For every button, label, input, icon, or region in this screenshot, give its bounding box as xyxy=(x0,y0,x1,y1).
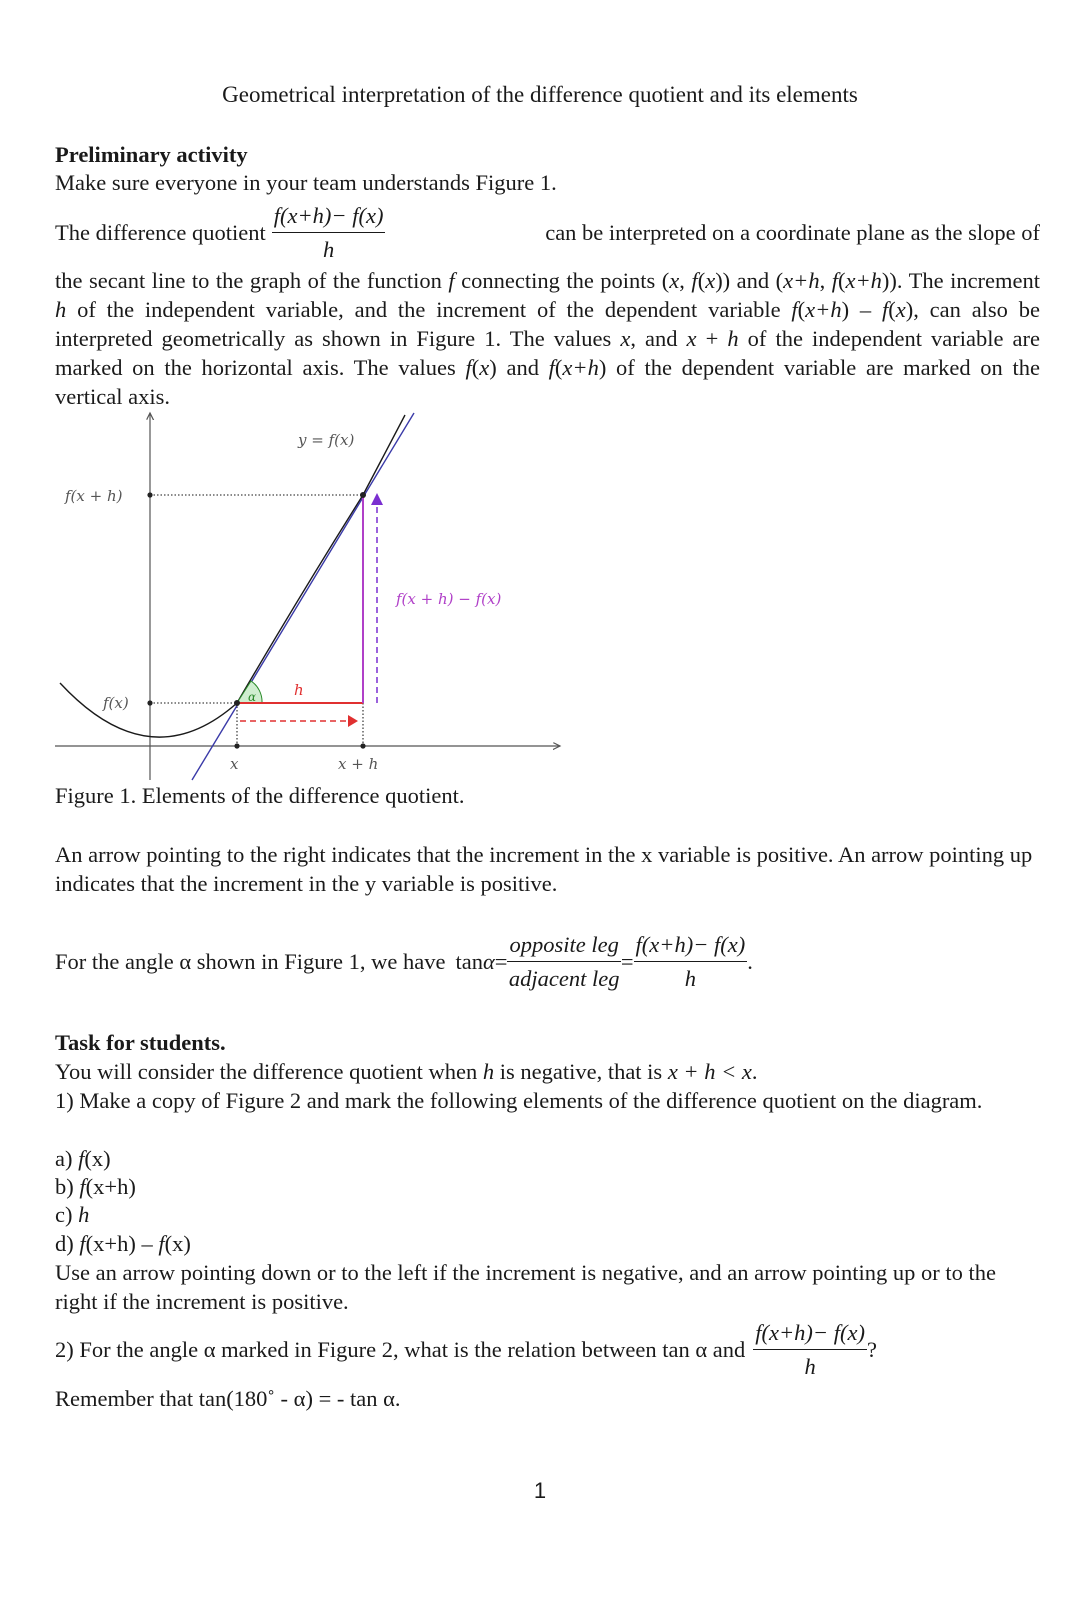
tan-lead: For the angle α shown in Figure 1, we have xyxy=(55,948,446,974)
txt: ( xyxy=(888,297,896,322)
txt: h xyxy=(55,297,67,322)
txt: x+h xyxy=(562,355,599,380)
xh-tick-label: x + h xyxy=(338,755,379,773)
txt: x xyxy=(669,268,680,293)
fx-label: f(x) xyxy=(103,694,129,712)
point-x-fx xyxy=(234,700,240,706)
txt: ( xyxy=(554,355,563,380)
remember-note: Remember that tan(180˚ - α) = - tan α. xyxy=(55,1386,401,1411)
txt: a) xyxy=(55,1146,79,1171)
preliminary-heading: Preliminary activity xyxy=(55,142,248,167)
eq2: = xyxy=(620,948,634,974)
txt: h xyxy=(727,326,739,351)
txt: of the independent variable, and the increment of the dependent variable xyxy=(66,297,792,322)
txt: ), can also be interpreted geometrically as shown in Figure 1. The values xyxy=(55,297,1040,351)
txt: (x+h) xyxy=(85,1174,136,1199)
txt: f xyxy=(79,1231,86,1256)
tan-word: tan xyxy=(455,948,483,974)
task-heading: Task for students. xyxy=(55,1030,226,1055)
tan-formula xyxy=(55,930,1040,992)
txt: + xyxy=(696,326,728,351)
txt: f xyxy=(448,268,455,293)
task-item-c xyxy=(55,1200,1040,1229)
txt: x+h xyxy=(805,297,842,322)
dq-numerator-2: f(x+h)− f(x) xyxy=(634,930,748,962)
dq-numerator: f(x+h)− f(x) xyxy=(272,201,386,233)
txt: connecting the points ( xyxy=(454,268,670,293)
fx-point xyxy=(147,700,152,705)
h-arrow-head xyxy=(348,715,358,727)
task-item-a xyxy=(55,1144,1040,1173)
fxh-label: f(x + h) xyxy=(65,487,123,505)
txt: , xyxy=(819,268,832,293)
x-point xyxy=(234,743,239,748)
txt: ) and xyxy=(489,355,549,380)
point-xh-fxh xyxy=(360,492,366,498)
txt: (x) xyxy=(164,1231,191,1256)
txt: f xyxy=(791,297,798,322)
txt: f xyxy=(548,355,555,380)
txt: d) xyxy=(55,1231,80,1256)
txt: . xyxy=(751,1059,758,1084)
legs-numerator: opposite leg xyxy=(507,930,620,962)
txt: ( xyxy=(471,355,480,380)
legs-fraction xyxy=(507,930,620,993)
txt: (x) xyxy=(84,1146,111,1171)
dq-fraction xyxy=(272,201,386,264)
txt: )) and ( xyxy=(715,268,784,293)
txt: ( xyxy=(837,268,846,293)
txt: x xyxy=(620,326,631,351)
x-tick-label: x xyxy=(230,755,239,773)
txt: f xyxy=(881,297,889,322)
txt: ( xyxy=(797,297,806,322)
txt: You will consider the difference quotient when xyxy=(55,1059,483,1084)
dq-denominator: h xyxy=(322,236,335,262)
dq-tail: can be interpreted on a coordinate plane as the slope of xyxy=(545,219,1040,245)
txt: f xyxy=(78,1146,85,1171)
item2-fraction xyxy=(753,1318,867,1381)
fxh-point xyxy=(147,492,152,497)
txt: (x+h) – xyxy=(85,1231,159,1256)
txt: h xyxy=(78,1202,90,1227)
txt: c) xyxy=(55,1202,79,1227)
item2-numerator: f(x+h)− f(x) xyxy=(753,1318,867,1350)
txt: f xyxy=(79,1174,86,1199)
difference-quotient-line xyxy=(55,203,1040,261)
txt: x xyxy=(705,268,716,293)
figure-1 xyxy=(0,405,620,785)
txt: x + h < x xyxy=(667,1059,752,1084)
txt: ) of the dependent variable are marked on the vertical axis. xyxy=(55,355,1040,409)
txt: h xyxy=(482,1059,495,1084)
task-item-1: 1) Make a copy of Figure 2 and mark the following elements of the difference quotient on the diagram. xyxy=(55,1088,983,1113)
txt: ( xyxy=(697,268,706,293)
txt: x xyxy=(479,355,490,380)
txt: x+h xyxy=(783,268,820,293)
txt: x+h xyxy=(845,268,882,293)
preliminary-intro: Make sure everyone in your team understands Figure 1. xyxy=(55,170,557,195)
item2-denominator: h xyxy=(804,1353,816,1379)
tan-alpha: α xyxy=(482,948,495,974)
legs-denominator: adjacent leg xyxy=(508,965,620,991)
page-title: Geometrical interpretation of the difference quotient and its elements xyxy=(222,82,858,107)
task-intro xyxy=(55,1057,1040,1086)
task-item-2 xyxy=(55,1320,1040,1378)
xh-point xyxy=(360,743,365,748)
txt: )). The increment xyxy=(881,268,1041,293)
tan-end: . xyxy=(747,948,753,974)
curve-label: y = f(x) xyxy=(298,431,355,449)
item2-lead: 2) For the angle α marked in Figure 2, what is the relation between tan α and xyxy=(55,1336,746,1362)
figure-1-diagram xyxy=(0,405,620,785)
dq-denominator-2: h xyxy=(684,965,697,991)
txt: , and xyxy=(630,326,687,351)
arrow-note: Use an arrow pointing down or to the left if the increment is negative, and an arrow pointing up or to the right if the increment is positive. xyxy=(55,1260,997,1314)
txt: f xyxy=(691,268,698,293)
txt: is negative, that is xyxy=(494,1059,668,1084)
h-label: h xyxy=(294,681,304,699)
txt: ) – xyxy=(841,297,882,322)
arrows-explanation: An arrow pointing to the right indicates that the increment in the x variable is positive. An arrow pointing up indicates that the increment in the y variable is positive. xyxy=(55,842,1033,896)
txt: the secant line to the graph of the function xyxy=(55,268,449,293)
secant-line xyxy=(192,413,414,780)
txt: f xyxy=(831,268,838,293)
item2-end: ? xyxy=(866,1336,877,1362)
task-item-b xyxy=(55,1172,1040,1201)
page-number: 1 xyxy=(533,1478,547,1503)
txt: , xyxy=(679,268,692,293)
txt: x xyxy=(686,326,697,351)
txt: f xyxy=(465,355,472,380)
figure-caption: Figure 1. Elements of the difference quotient. xyxy=(55,783,465,808)
dq-fraction-2 xyxy=(634,930,748,993)
function-curve xyxy=(60,415,405,737)
dq-lead: The difference quotient xyxy=(55,219,266,245)
txt: x xyxy=(895,297,906,322)
txt: b) xyxy=(55,1174,80,1199)
secant-paragraph xyxy=(55,266,1040,411)
eq1: = xyxy=(494,948,508,974)
task-item-d xyxy=(55,1229,1040,1258)
txt: f xyxy=(158,1231,165,1256)
txt: of the independent variable are marked on the horizontal axis. The values xyxy=(55,326,1040,380)
diff-label: f(x + h) − f(x) xyxy=(396,590,502,608)
diff-arrow-head xyxy=(371,493,383,505)
alpha-label: α xyxy=(248,690,257,704)
